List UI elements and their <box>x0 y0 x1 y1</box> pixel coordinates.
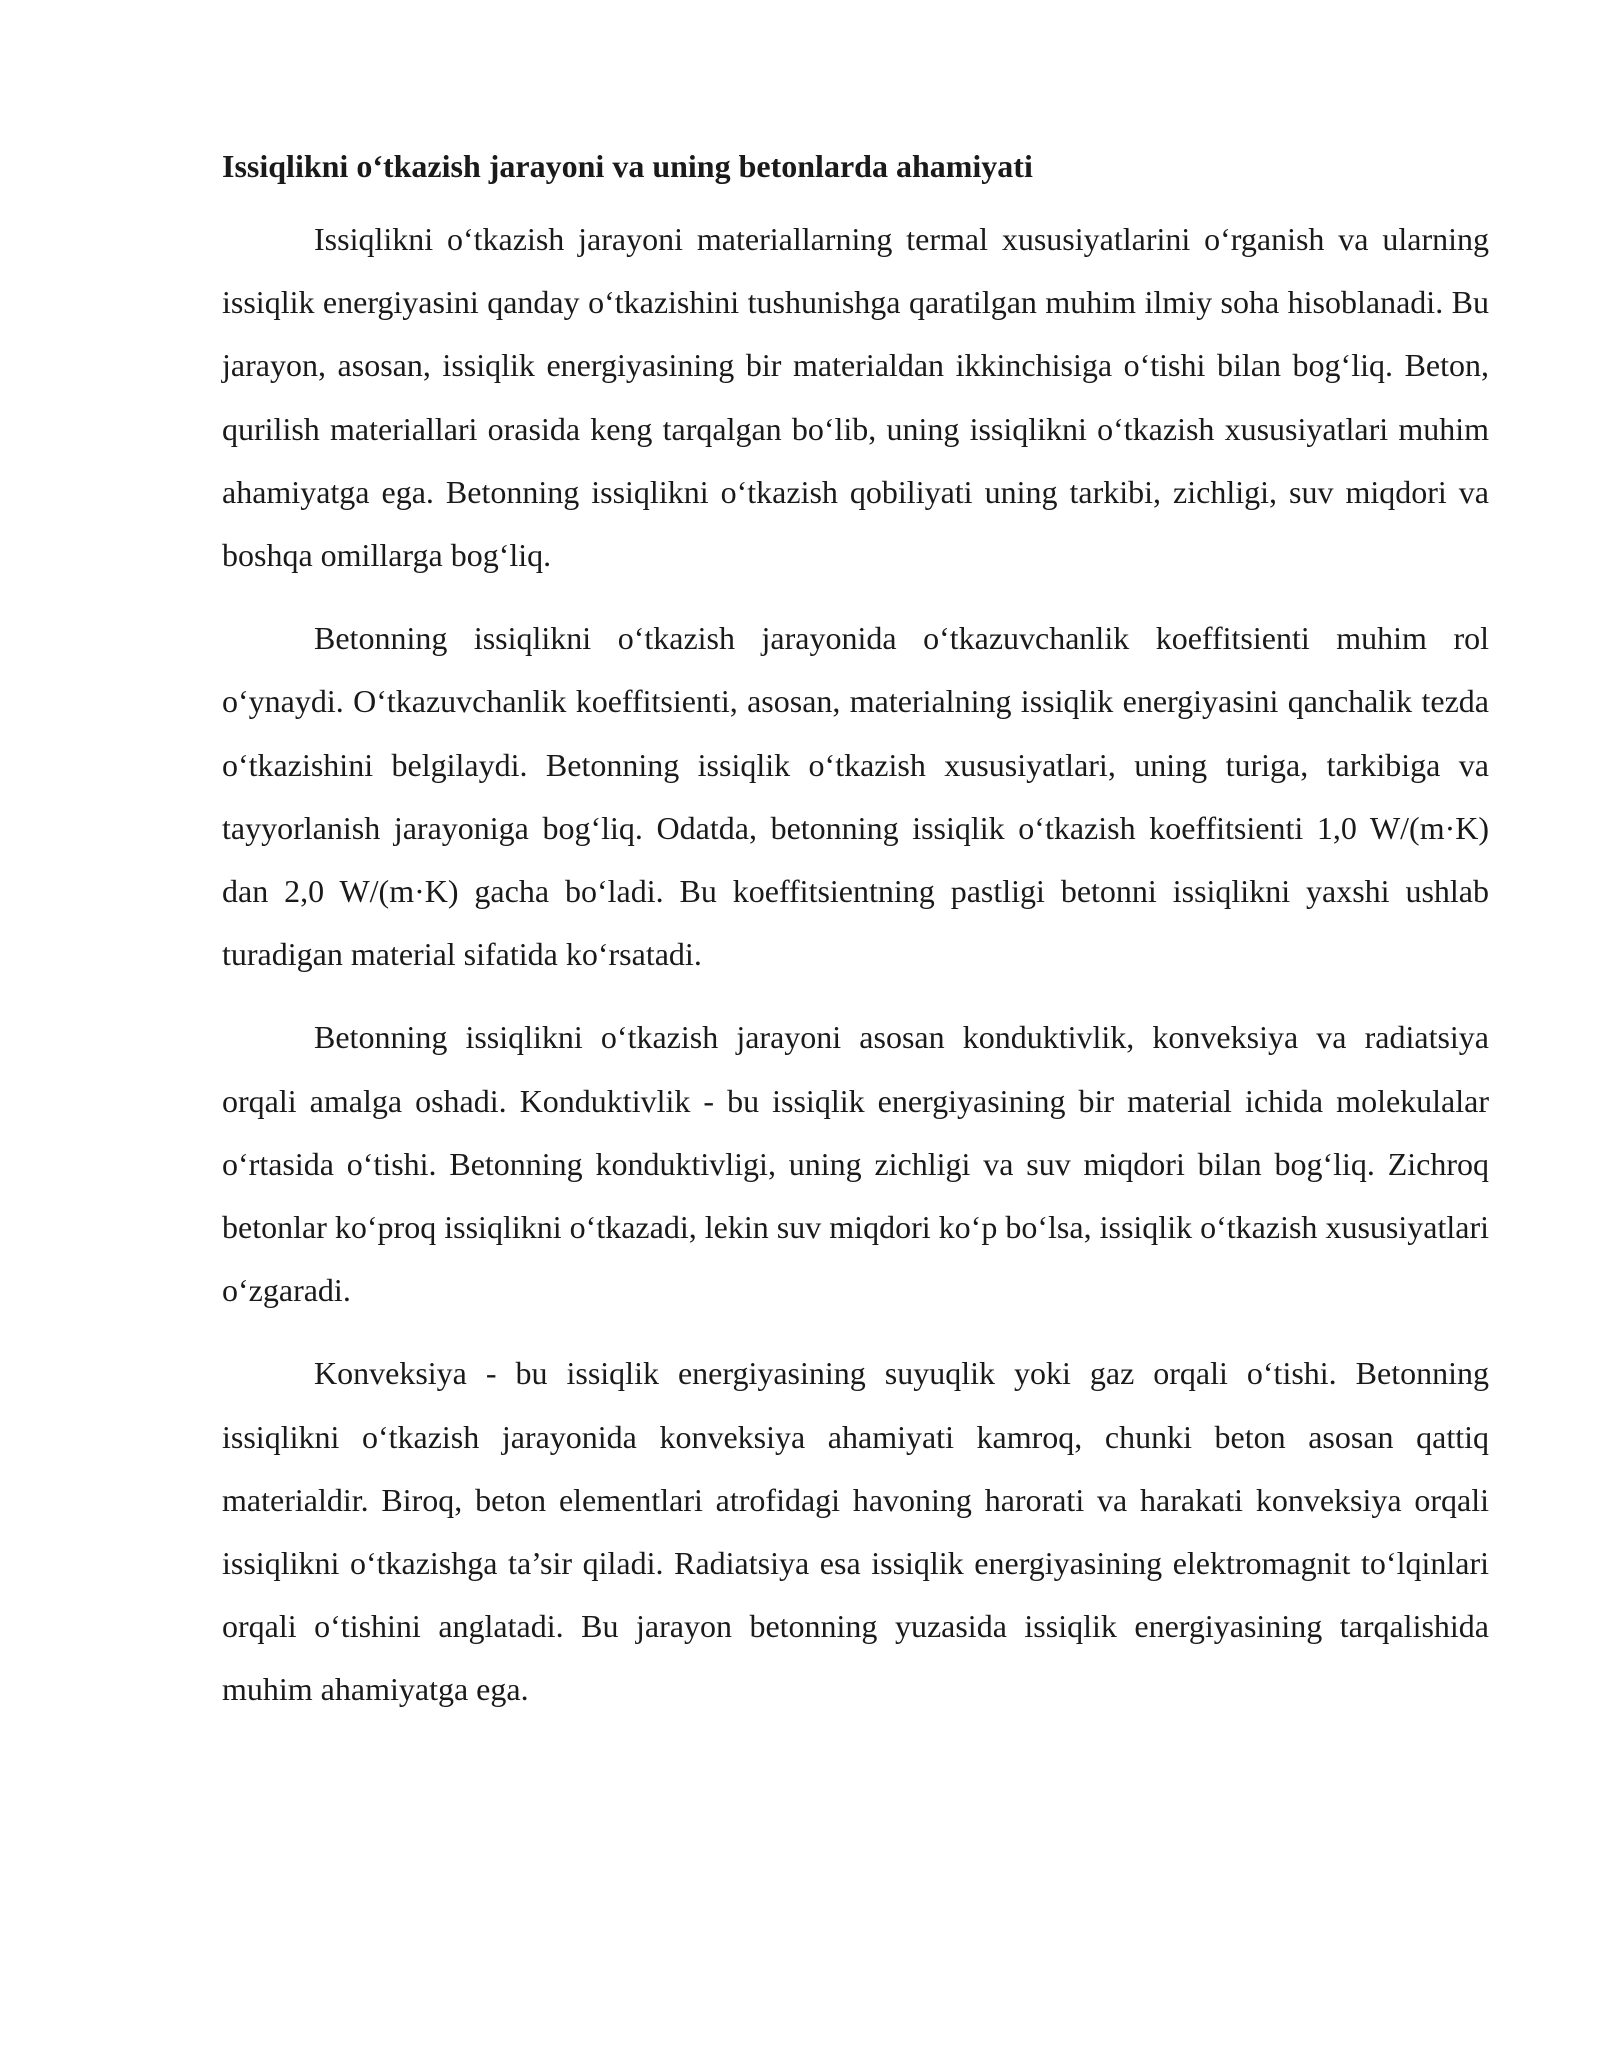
paragraph-1: Issiqlikni o‘tkazish jarayoni materiallarning termal xususiyatlarini o‘rganish va ularning issiqlik energiyasini qanday o‘tkazishini tushunishga qaratilgan muhim ilmiy soha hisoblanadi. Bu jarayon, asosan, issiqlik energiyasining bir materialdan ikkinchisiga o‘tishi bilan bog‘liq. Beton, qurilish materiallari orasida keng tarqalgan bo‘lib, uning issiqlikni o‘tkazish xususiyatlari muhim ahamiyatga ega. Betonning issiqlikni o‘tkazish qobiliyati uning tarkibi, zichligi, suv miqdori va boshqa omillarga bog‘liq. <box>222 221 1489 574</box>
paragraph-3: Betonning issiqlikni o‘tkazish jarayoni asosan konduktivlik, konveksiya va radiatsiya orqali amalga oshadi. Konduktivlik - bu issiqlik energiyasining bir material ichida molekulalar o‘rtasida o‘tishi. Betonning konduktivligi, uning zichligi va suv miqdori bilan bog‘liq. Zichroq betonlar ko‘proq issiqlikni o‘tkazadi, lekin suv miqdori ko‘p bo‘lsa, issiqlik o‘tkazish xususiyatlari o‘zgaradi. <box>222 1019 1489 1309</box>
document-title: Issiqlikni o‘tkazish jarayoni va uning betonlarda ahamiyati <box>222 148 1033 184</box>
paragraph-2: Betonning issiqlikni o‘tkazish jarayonida o‘tkazuvchanlik koeffitsienti muhim rol o‘ynaydi. O‘tkazuvchanlik koeffitsienti, asosan, materialning issiqlik energiyasini qanchalik tezda o‘tkazishini belgilaydi. Betonning issiqlik o‘tkazish xususiyatlari, uning turiga, tarkibiga va tayyorlanish jarayoniga bog‘liq. Odatda, betonning issiqlik o‘tkazish koeffitsienti 1,0 W/(m·K) dan 2,0 W/(m·K) gacha bo‘ladi. Bu koeffitsientning pastligi betonni issiqlikni yaxshi ushlab turadigan material sifatida ko‘rsatadi. <box>222 620 1489 973</box>
document-page <box>222 146 1489 1742</box>
paragraph-4: Konveksiya - bu issiqlik energiyasining suyuqlik yoki gaz orqali o‘tishi. Betonning issiqlikni o‘tkazish jarayonida konveksiya ahamiyati kamroq, chunki beton asosan qattiq materialdir. Biroq, beton elementlari atrofidagi havoning harorati va harakati konveksiya orqali issiqlikni o‘tkazishga ta’sir qiladi. Radiatsiya esa issiqlik energiyasining elektromagnit to‘lqinlari orqali o‘tishini anglatadi. Bu jarayon betonning yuzasida issiqlik energiyasining tarqalishida muhim ahamiyatga ega. <box>222 1355 1489 1708</box>
